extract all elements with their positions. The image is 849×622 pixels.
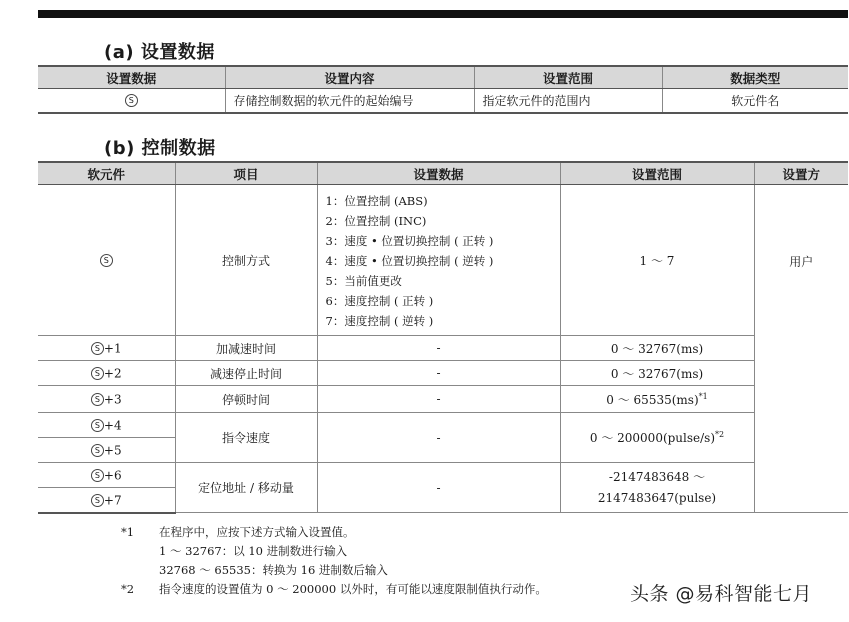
s-circle-icon: S xyxy=(91,494,104,507)
footnote-text: 在程序中，应按下述方式输入设置值。 xyxy=(159,525,355,539)
table-row xyxy=(38,463,848,488)
cell-content: 存储控制数据的软元件的起始编号 xyxy=(225,89,474,113)
table-row-control-mode xyxy=(38,185,848,336)
cell-modes xyxy=(317,185,560,336)
header-data-type: 数据类型 xyxy=(662,66,848,89)
table-row xyxy=(38,386,848,413)
list-item: 3：速度 • 位置切换控制 ( 正转 ) xyxy=(325,234,494,248)
footnote-mark: *1 xyxy=(121,525,135,539)
header-setting-data: 设置数据 xyxy=(317,162,560,185)
cell-device xyxy=(38,185,175,336)
footnote-mark: *2 xyxy=(121,582,135,596)
cell-item: 减速停止时间 xyxy=(175,361,317,386)
cell-setting: - xyxy=(317,361,560,386)
footnote-text: 指令速度的设置值为 0 ～ 200000 以外时，有可能以速度限制值执行动作。 xyxy=(159,582,547,596)
range-text: 0 ～ 65535(ms) xyxy=(606,392,699,407)
header-setting-range: 设置范围 xyxy=(560,162,754,185)
list-item: 1：位置控制 (ABS) xyxy=(325,194,428,208)
cell-range xyxy=(560,463,754,513)
s-circle-icon: S xyxy=(91,342,104,355)
control-data-table xyxy=(38,161,848,514)
cell-item: 指令速度 xyxy=(175,413,317,463)
s-circle-icon: S xyxy=(100,254,113,267)
cell-item: 定位地址 / 移动量 xyxy=(175,463,317,513)
device-offset: +5 xyxy=(103,443,122,458)
range-line-2: 2147483647(pulse) xyxy=(597,490,717,505)
range-line-1: -2147483648 ～ xyxy=(608,469,706,484)
table-row xyxy=(38,336,848,361)
cell-setting: - xyxy=(317,413,560,463)
cell-device xyxy=(38,386,175,413)
s-circle-icon: S xyxy=(91,367,104,380)
table-row xyxy=(38,413,848,438)
cell-device xyxy=(38,361,175,386)
footnote-text: 32768 ～ 65535：转换为 16 进制数后输入 xyxy=(159,563,388,577)
footnote-ref: *1 xyxy=(698,391,708,401)
cell-type: 软元件名 xyxy=(662,89,848,113)
table-header-row xyxy=(38,162,848,185)
control-mode-list xyxy=(318,185,560,335)
device-offset: +3 xyxy=(103,392,122,407)
device-offset: +2 xyxy=(103,366,122,381)
section-a-title: (a) 设置数据 xyxy=(104,42,215,63)
cell-setting: - xyxy=(317,336,560,361)
list-item: 5：当前值更改 xyxy=(325,274,402,288)
table-row xyxy=(38,89,848,113)
device-offset: +4 xyxy=(103,418,122,433)
header-setting-data: 设置数据 xyxy=(38,66,225,89)
s-circle-icon: S xyxy=(91,419,104,432)
cell-range: 0 ～ 32767(ms) xyxy=(560,361,754,386)
setting-data-table xyxy=(38,65,848,114)
top-rule xyxy=(38,10,848,18)
cell-device xyxy=(38,438,175,463)
table-header-row xyxy=(38,66,848,89)
s-circle-icon: S xyxy=(91,444,104,457)
list-item: 2：位置控制 (INC) xyxy=(325,214,427,228)
device-offset: +7 xyxy=(103,493,122,507)
device-offset: +6 xyxy=(103,468,122,483)
list-item: 4：速度 • 位置切换控制 ( 逆转 ) xyxy=(325,254,494,268)
cell-range xyxy=(560,386,754,413)
header-setter: 设置方 xyxy=(754,162,848,185)
cell-device xyxy=(38,463,175,488)
header-device: 软元件 xyxy=(38,162,175,185)
footnote-text: 1 ～ 32767：以 10 进制数进行输入 xyxy=(159,544,348,558)
cell-range: 指定软元件的范围内 xyxy=(474,89,662,113)
cell-item: 加减速时间 xyxy=(175,336,317,361)
table-row xyxy=(38,361,848,386)
list-item: 6：速度控制 ( 正转 ) xyxy=(325,294,434,308)
s-circle-icon: S xyxy=(125,94,138,107)
cell-symbol xyxy=(38,89,225,113)
device-offset: +1 xyxy=(103,341,122,356)
cell-setter: 用户 xyxy=(754,185,848,513)
cell-item: 控制方式 xyxy=(175,185,317,336)
cell-range xyxy=(560,413,754,463)
cell-device xyxy=(38,336,175,361)
list-item: 7：速度控制 ( 逆转 ) xyxy=(325,314,434,328)
range-text: 0 ～ 200000(pulse/s) xyxy=(589,431,716,445)
header-setting-content: 设置内容 xyxy=(225,66,474,89)
footnote-ref: *2 xyxy=(715,430,725,439)
cell-range: 1 ～ 7 xyxy=(560,185,754,336)
cell-range: 0 ～ 32767(ms) xyxy=(560,336,754,361)
watermark: 头条 @易科智能七月 xyxy=(630,583,813,605)
cell-setting: - xyxy=(317,386,560,413)
cell-device xyxy=(38,488,175,513)
s-circle-icon: S xyxy=(91,469,104,482)
header-item: 项目 xyxy=(175,162,317,185)
cell-item: 停顿时间 xyxy=(175,386,317,413)
s-circle-icon: S xyxy=(91,393,104,406)
cell-setting: - xyxy=(317,463,560,513)
section-b-title: (b) 控制数据 xyxy=(104,138,216,159)
header-setting-range: 设置范围 xyxy=(474,66,662,89)
cell-device xyxy=(38,413,175,438)
